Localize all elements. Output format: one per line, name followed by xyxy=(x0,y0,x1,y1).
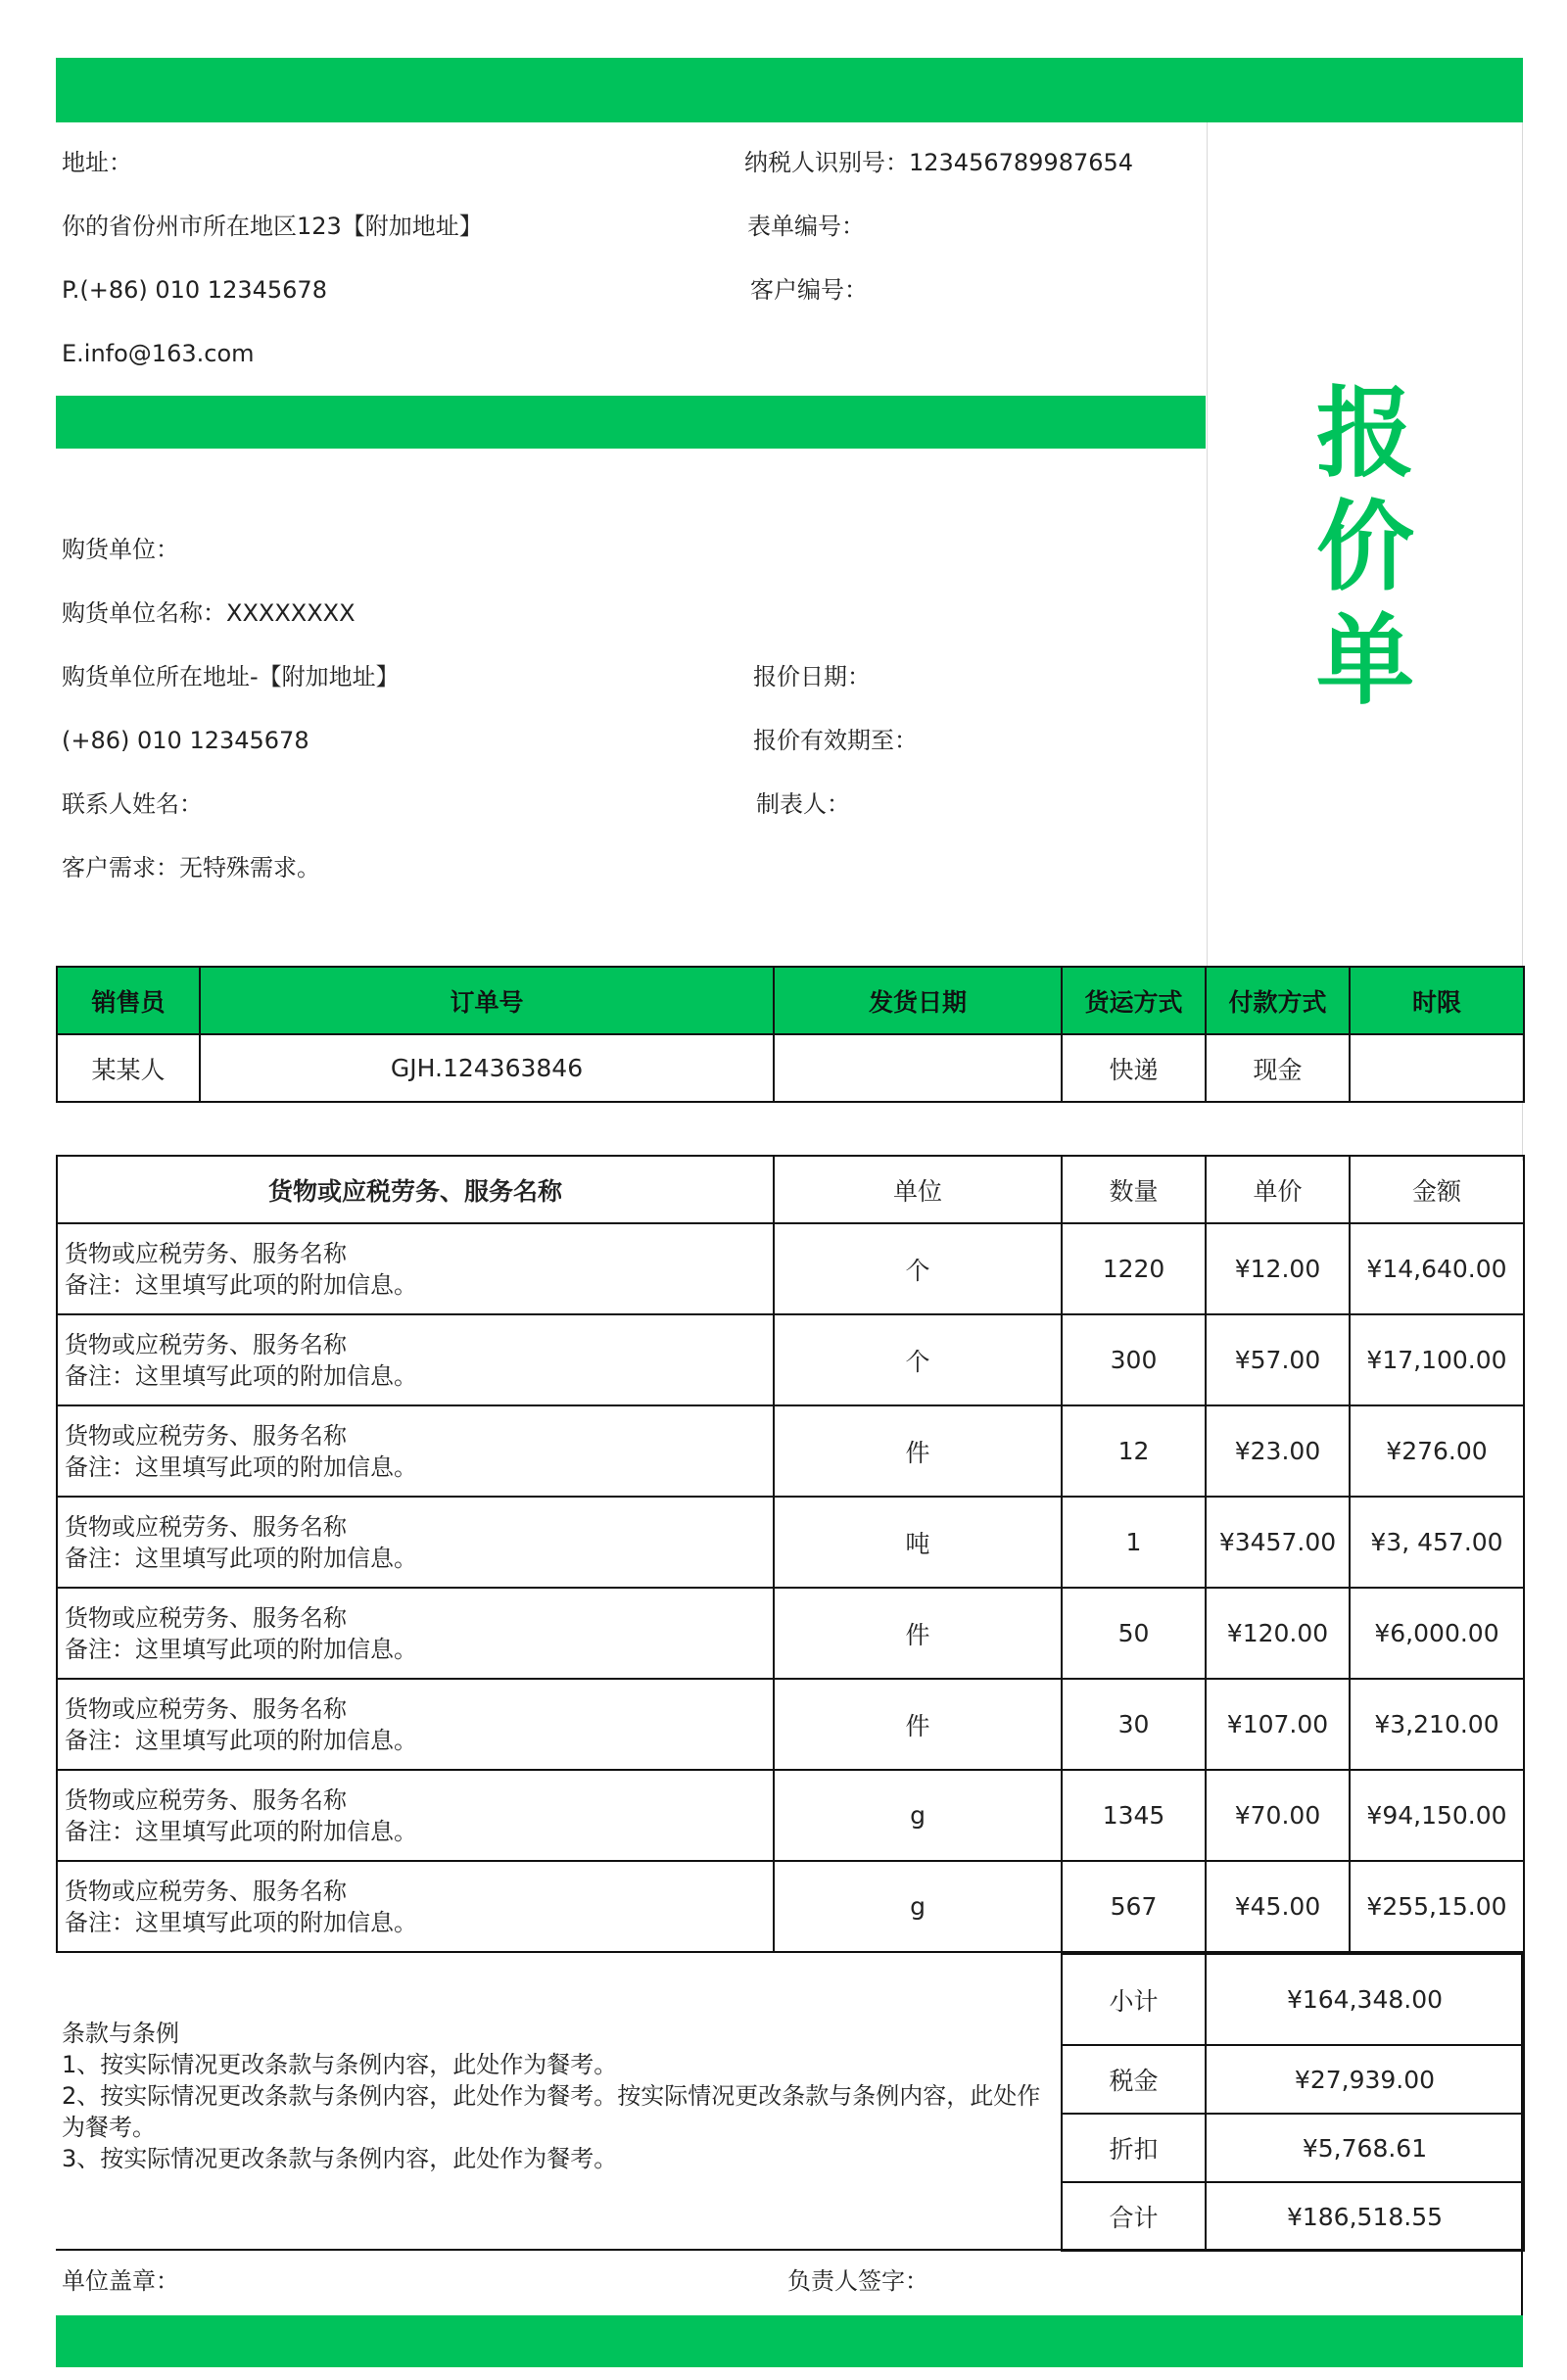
item-qty: 1220 xyxy=(1062,1223,1206,1314)
order-header-order-no: 订单号 xyxy=(200,967,774,1034)
table-row xyxy=(57,1405,1524,1497)
items-header-amount: 金额 xyxy=(1350,1156,1524,1223)
valid-until-label: 报价有效期至： xyxy=(753,727,918,754)
item-qty: 1345 xyxy=(1062,1770,1206,1861)
item-price: ¥12.00 xyxy=(1206,1223,1350,1314)
buyer-label: 购货单位： xyxy=(62,536,179,563)
items-header-name: 货物或应税劳务、服务名称 xyxy=(57,1156,774,1223)
item-price: ¥45.00 xyxy=(1206,1861,1350,1952)
terms-line: 1、按实际情况更改条款与条例内容，此处作为餐考。 xyxy=(62,2051,618,2078)
subtotal-value: ¥164,348.00 xyxy=(1206,1954,1524,2045)
title-char-2: 价 xyxy=(1316,490,1414,604)
item-name: 货物或应税劳务、服务名称 xyxy=(65,1603,347,1632)
item-price: ¥3457.00 xyxy=(1206,1497,1350,1588)
item-unit: 件 xyxy=(774,1679,1062,1770)
table-row xyxy=(57,1497,1524,1588)
total-value: ¥186,518.55 xyxy=(1206,2182,1524,2251)
item-unit: 个 xyxy=(774,1223,1062,1314)
item-amount: ¥3,210.00 xyxy=(1350,1679,1524,1770)
order-header-term: 时限 xyxy=(1350,967,1524,1034)
item-amount: ¥14,640.00 xyxy=(1350,1223,1524,1314)
terms-line: 3、按实际情况更改条款与条例内容，此处作为餐考。 xyxy=(62,2145,618,2172)
item-qty: 30 xyxy=(1062,1679,1206,1770)
form-number-label: 表单编号： xyxy=(747,213,865,240)
items-header-unit: 单位 xyxy=(774,1156,1062,1223)
item-note: 备注：这里填写此项的附加信息。 xyxy=(65,1817,417,1845)
table-row xyxy=(57,1588,1524,1679)
totals-table xyxy=(1061,1953,1525,2252)
table-row xyxy=(57,1314,1524,1405)
table-row xyxy=(57,1770,1524,1861)
item-unit: g xyxy=(774,1770,1062,1861)
item-amount: ¥94,150.00 xyxy=(1350,1770,1524,1861)
item-unit: 件 xyxy=(774,1405,1062,1497)
item-qty: 1 xyxy=(1062,1497,1206,1588)
item-qty: 50 xyxy=(1062,1588,1206,1679)
item-note: 备注：这里填写此项的附加信息。 xyxy=(65,1635,417,1663)
document-title xyxy=(1208,377,1523,718)
buyer-phone: (+86) 010 12345678 xyxy=(62,727,309,754)
contact-name-label: 联系人姓名： xyxy=(62,790,203,818)
company-address-label: 地址： xyxy=(62,149,132,176)
title-char-3: 单 xyxy=(1316,603,1414,718)
item-qty: 567 xyxy=(1062,1861,1206,1952)
item-amount: ¥6,000.00 xyxy=(1350,1588,1524,1679)
signature-label: 负责人签字： xyxy=(787,2267,928,2295)
item-note: 备注：这里填写此项的附加信息。 xyxy=(65,1544,417,1572)
item-amount: ¥17,100.00 xyxy=(1350,1314,1524,1405)
tax-value: ¥27,939.00 xyxy=(1206,2045,1524,2114)
quote-date-label: 报价日期： xyxy=(753,663,871,690)
item-name: 货物或应税劳务、服务名称 xyxy=(65,1877,347,1905)
order-number: GJH.124363846 xyxy=(200,1034,774,1102)
company-address: 你的省份州市所在地区123【附加地址】 xyxy=(62,213,483,240)
item-name: 货物或应税劳务、服务名称 xyxy=(65,1330,347,1358)
item-name: 货物或应税劳务、服务名称 xyxy=(65,1694,347,1723)
company-email: E.info@163.com xyxy=(62,340,255,367)
item-note: 备注：这里填写此项的附加信息。 xyxy=(65,1361,417,1390)
item-amount: ¥3, 457.00 xyxy=(1350,1497,1524,1588)
company-phone: P.(+86) 010 12345678 xyxy=(62,276,327,304)
item-price: ¥107.00 xyxy=(1206,1679,1350,1770)
buyer-address: 购货单位所在地址-【附加地址】 xyxy=(62,663,400,690)
order-header-shipping: 货运方式 xyxy=(1062,967,1206,1034)
table-row xyxy=(57,1223,1524,1314)
seal-label: 单位盖章： xyxy=(62,2267,179,2295)
terms-title: 条款与条例 xyxy=(62,2020,179,2047)
order-salesperson: 某某人 xyxy=(57,1034,200,1102)
item-name: 货物或应税劳务、服务名称 xyxy=(65,1421,347,1450)
order-term xyxy=(1350,1034,1524,1102)
discount-value: ¥5,768.61 xyxy=(1206,2114,1524,2182)
item-unit: 个 xyxy=(774,1314,1062,1405)
item-note: 备注：这里填写此项的附加信息。 xyxy=(65,1908,417,1936)
item-price: ¥70.00 xyxy=(1206,1770,1350,1861)
order-shipping: 快递 xyxy=(1062,1034,1206,1102)
item-note: 备注：这里填写此项的附加信息。 xyxy=(65,1270,417,1299)
items-header-qty: 数量 xyxy=(1062,1156,1206,1223)
preparer-label: 制表人： xyxy=(756,790,850,818)
terms-line: 2、按实际情况更改条款与条例内容，此处作为餐考。按实际情况更改条款与条例内容，此处作为餐考。 xyxy=(62,2082,1041,2141)
item-qty: 300 xyxy=(1062,1314,1206,1405)
order-header-payment: 付款方式 xyxy=(1206,967,1350,1034)
bottom-banner xyxy=(56,2315,1523,2367)
items-header-price: 单价 xyxy=(1206,1156,1350,1223)
items-table xyxy=(56,1155,1525,1953)
item-price: ¥120.00 xyxy=(1206,1588,1350,1679)
item-unit: 件 xyxy=(774,1588,1062,1679)
order-header-ship-date: 发货日期 xyxy=(774,967,1062,1034)
subtotal-label: 小计 xyxy=(1062,1954,1206,2045)
item-price: ¥57.00 xyxy=(1206,1314,1350,1405)
item-name: 货物或应税劳务、服务名称 xyxy=(65,1512,347,1541)
order-info-table xyxy=(56,966,1525,1103)
terms-section xyxy=(62,2018,1051,2174)
item-name: 货物或应税劳务、服务名称 xyxy=(65,1785,347,1814)
item-note: 备注：这里填写此项的附加信息。 xyxy=(65,1452,417,1481)
item-amount: ¥276.00 xyxy=(1350,1405,1524,1497)
item-unit: 吨 xyxy=(774,1497,1062,1588)
order-header-salesperson: 销售员 xyxy=(57,967,200,1034)
item-price: ¥23.00 xyxy=(1206,1405,1350,1497)
order-payment: 现金 xyxy=(1206,1034,1350,1102)
section-divider-bar xyxy=(56,396,1206,449)
table-row xyxy=(57,1679,1524,1770)
item-amount: ¥255,15.00 xyxy=(1350,1861,1524,1952)
discount-label: 折扣 xyxy=(1062,2114,1206,2182)
item-name: 货物或应税劳务、服务名称 xyxy=(65,1239,347,1267)
total-label: 合计 xyxy=(1062,2182,1206,2251)
footer-top-line xyxy=(56,2249,1523,2251)
title-char-1: 报 xyxy=(1316,376,1414,491)
taxpayer-id: 纳税人识别号：123456789987654 xyxy=(744,149,1134,176)
order-ship-date xyxy=(774,1034,1062,1102)
item-qty: 12 xyxy=(1062,1405,1206,1497)
customer-number-label: 客户编号： xyxy=(750,276,868,304)
terms-right-border xyxy=(1521,1953,1523,2315)
table-row xyxy=(57,1861,1524,1952)
buyer-name: 购货单位名称：XXXXXXXX xyxy=(62,599,356,627)
customer-needs: 客户需求：无特殊需求。 xyxy=(62,854,320,881)
top-banner xyxy=(56,58,1523,122)
item-note: 备注：这里填写此项的附加信息。 xyxy=(65,1726,417,1754)
item-unit: g xyxy=(774,1861,1062,1952)
tax-label: 税金 xyxy=(1062,2045,1206,2114)
